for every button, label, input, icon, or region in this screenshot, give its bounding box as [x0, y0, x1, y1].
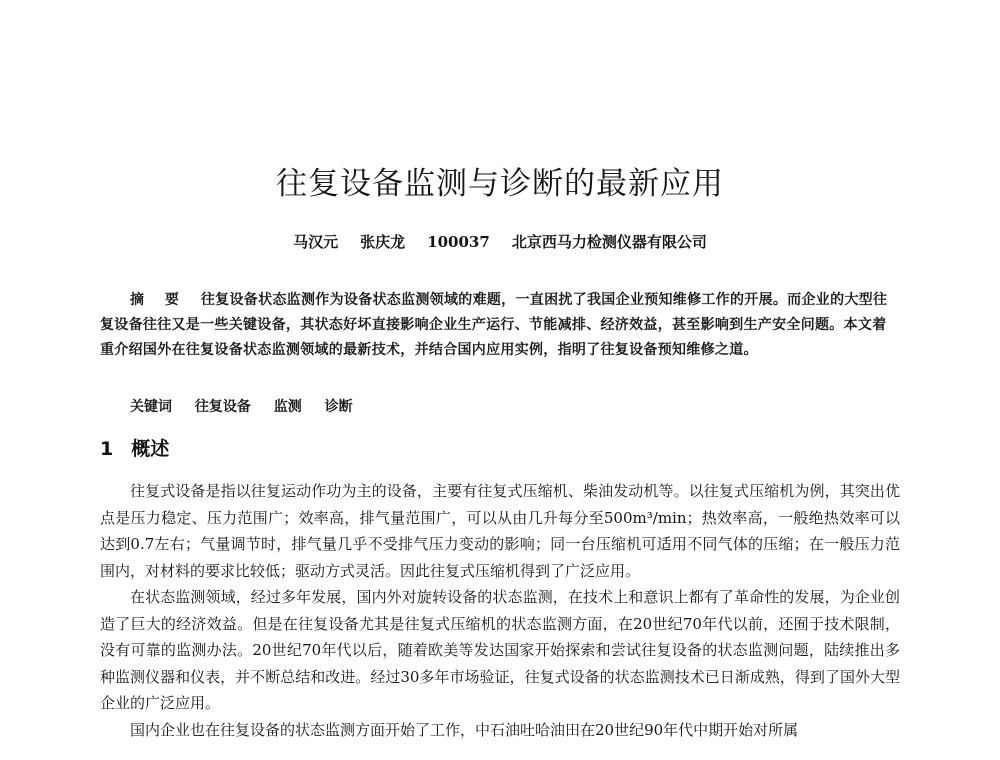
affiliation: 北京西马力检测仪器有限公司 — [511, 233, 707, 251]
keyword-1: 往复设备 — [194, 399, 251, 415]
paragraph-2: 在状态监测领域，经过多年发展，国内外对旋转设备的状态监测，在技术上和意识上都有了革命性的发展，为企业创造了巨大的经济效益。但是在往复设备尤其是往复式压缩机的状态监测方面，在20世纪70年代以前，还囿于技术限制，没有可靠的监测办法。20世纪70年代以后，随着欧美等发达国家开始探索和尝试往复设备的状态监测问题，陆续推出多种监测仪器和仪表，并不断总结和改进。经过30多年市场验证，往复式设备的状态监测技术已日渐成熟，得到了国外大型企业的广泛应用。 — [100, 588, 900, 712]
section-heading — [100, 434, 169, 461]
author-1: 马汉元 — [293, 233, 339, 251]
abstract — [100, 288, 900, 363]
abstract-label: 摘 要 — [130, 292, 187, 308]
body-text — [100, 478, 900, 743]
paragraph-3: 国内企业也在往复设备的状态监测方面开始了工作，中石油吐哈油田在20世纪90年代中期开始对所属 — [130, 720, 799, 739]
paragraph-1: 往复式设备是指以往复运动作功为主的设备，主要有往复式压缩机、柴油发动机等。以往复式压缩机为例，其突出优点是压力稳定、压力范围广；效率高，排气量范围广，可以从由几升每分至500m³/min；热效率高，一般绝热效率可以达到0.7左右；气量调节时，排气量几乎不受排气压力变动的影响；同一台压缩机可适用不同气体的压缩；在一般压力范围内，对材料的要求比较低；驱动方式灵活。因此往复式压缩机得到了广泛应用。 — [100, 482, 900, 580]
paper-title: 往复设备监测与诊断的最新应用 — [276, 166, 724, 202]
postal-code: 100037 — [427, 233, 490, 251]
section-title: 概述 — [131, 438, 170, 460]
section-number: 1 — [100, 438, 114, 460]
author-2: 张庆龙 — [360, 233, 406, 251]
abstract-text: 往复设备状态监测作为设备状态监测领域的难题，一直困扰了我国企业预知维修工作的开展。而企业的大型往复设备往往又是一些关键设备，其状态好坏直接影响企业生产运行、节能减排、经济效益，甚至影响到生产安全问题。本文着重介绍国外在往复设备状态监测领域的最新技术，并结合国内应用实例，指明了往复设备预知维修之道。 — [100, 292, 888, 358]
keyword-3: 诊断 — [324, 399, 353, 415]
keyword-2: 监测 — [273, 399, 302, 415]
keywords-label: 关键词 — [130, 399, 172, 415]
author-line — [0, 231, 1000, 252]
keywords — [130, 396, 371, 416]
